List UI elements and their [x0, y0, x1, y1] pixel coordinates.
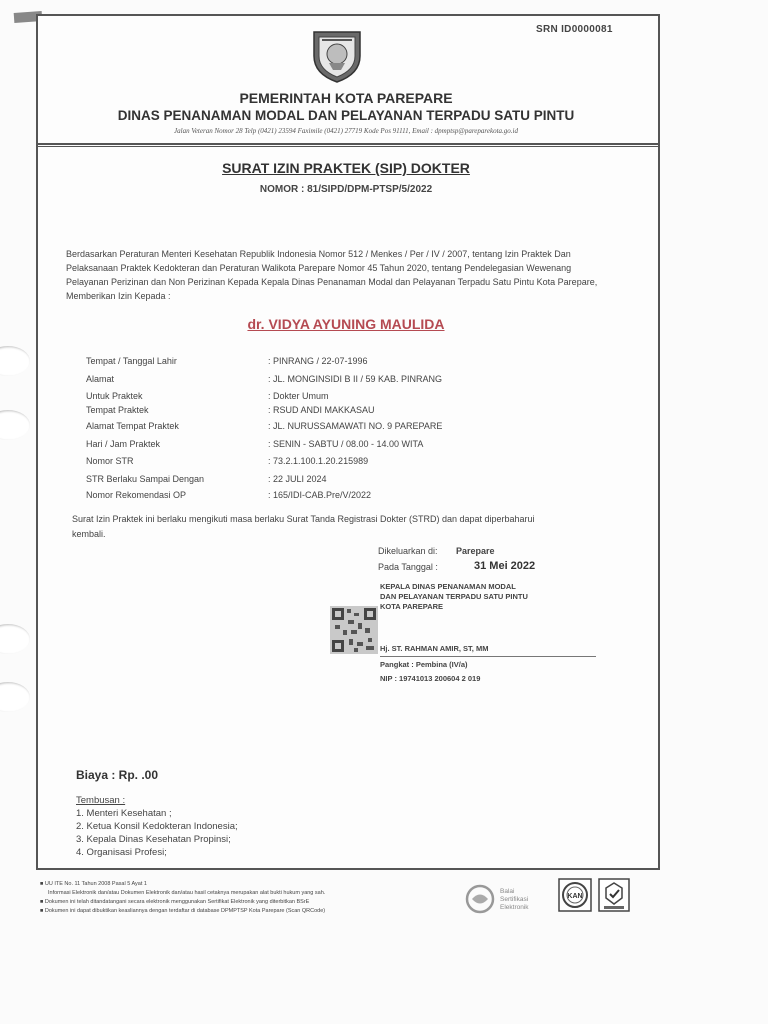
footer-note: Informasi Elektronik dan/atau Dokumen Elektronik dan/atau hasil cetaknya merupakan alat bukti hukum yang sah. [48, 890, 326, 896]
official-rank: Pangkat : Pembina (IV/a) [380, 660, 468, 669]
detail-value: : JL. MONGINSIDI B II / 59 KAB. PINRANG [268, 374, 443, 384]
document-title: SURAT IZIN PRAKTEK (SIP) DOKTER [222, 160, 470, 176]
footer-notes [40, 880, 460, 916]
agency-name: DINAS PENANAMAN MODAL DAN PELAYANAN TERPADU SATU PINTU [117, 108, 575, 123]
detail-label: Tempat Praktek [86, 405, 149, 415]
agency-address: Jalan Veteran Nomor 28 Telp (0421) 23594 Faximile (0421) 27719 Kode Pos 91111, Email : dpmptsp@pareparekota.go.id [174, 127, 518, 135]
fee: Biaya : Rp. .00 [76, 768, 159, 782]
copies-item: 4. Organisasi Profesi; [76, 847, 167, 858]
copies-list [76, 794, 238, 859]
detail-label: Hari / Jam Praktek [86, 439, 161, 449]
bsre-logo [464, 882, 554, 916]
detail-value: : RSUD ANDI MAKKASAU [268, 405, 375, 415]
detail-value: : JL. NURUSSAMAWATI NO. 9 PAREPARE [268, 421, 443, 431]
kan-accreditation-logo [558, 878, 592, 912]
detail-value: : PINRANG / 22-07-1996 [268, 356, 368, 366]
punch-hole [0, 682, 30, 712]
detail-label: Alamat Tempat Praktek [86, 421, 179, 431]
document-number: NOMOR : 81/SIPD/DPM-PTSP/5/2022 [259, 184, 433, 195]
issued-place-label: Dikeluarkan di: [378, 546, 438, 556]
copies-heading: Tembusan : [76, 795, 126, 806]
punch-hole [0, 346, 30, 376]
detail-label: STR Berlaku Sampai Dengan [86, 474, 205, 484]
copies-item: 1. Menteri Kesehatan ; [76, 808, 172, 819]
srn-number: SRN ID0000081 [536, 24, 613, 35]
punch-hole [0, 410, 30, 440]
government-name: PEMERINTAH KOTA PAREPARE [239, 90, 453, 106]
detail-label: Tempat / Tanggal Lahir [86, 356, 177, 366]
detail-label: Alamat [86, 374, 115, 384]
bsre-text: Elektronik [500, 904, 529, 911]
detail-value: : Dokter Umum [268, 391, 329, 401]
detail-value: : 73.2.1.100.1.20.215989 [268, 456, 369, 466]
bsre-text: Balai [500, 888, 515, 895]
kan-text: KAN [567, 893, 583, 900]
official-nip: NIP : 19741013 200604 2 019 [380, 674, 481, 683]
official-position-line: KOTA PAREPARE [380, 602, 444, 611]
issued-date-label: Pada Tanggal : [378, 562, 438, 572]
signature-line [380, 656, 596, 657]
bsre-text: Sertifikasi [500, 896, 529, 903]
header-rule-thin [36, 146, 658, 147]
official-position-line: KEPALA DINAS PENANAMAN MODAL [380, 582, 516, 591]
detail-value: : 165/IDI-CAB.Pre/V/2022 [268, 490, 372, 500]
city-crest-logo [308, 26, 366, 84]
issued-place: Parepare [456, 546, 495, 556]
copies-item: 3. Kepala Dinas Kesehatan Propinsi; [76, 834, 231, 845]
issued-date: 31 Mei 2022 [474, 560, 536, 572]
detail-value: : SENIN - SABTU / 08.00 - 14.00 WITA [268, 439, 424, 449]
detail-label: Nomor Rekomendasi OP [86, 490, 187, 500]
official-position [380, 582, 528, 612]
detail-label: Untuk Praktek [86, 391, 143, 401]
qr-code [330, 606, 378, 654]
detail-label: Nomor STR [86, 456, 134, 466]
punch-hole [0, 624, 30, 654]
recipient-name: dr. VIDYA AYUNING MAULIDA [247, 316, 445, 332]
copies-item: 2. Ketua Konsil Kedokteran Indonesia; [76, 821, 238, 832]
footer-note: ■ Dokumen ini dapat dibuktikan keasliannya dengan terdaftar di database DPMPTSP Kota Parepare (Scan QRCode) [40, 908, 326, 914]
footer-note: ■ Dokumen ini telah ditandatangani secara elektronik menggunakan Sertifikat Elektronik yang diterbitkan BSrE [40, 899, 310, 905]
official-position-line: DAN PELAYANAN TERPADU SATU PINTU [380, 592, 528, 601]
validity-note: Surat Izin Praktek ini berlaku mengikuti masa berlaku Surat Tanda Registrasi Dokter (STRD) dan dapat diperbaharui kembali. [72, 514, 535, 539]
official-name: Hj. ST. RAHMAN AMIR, ST, MM [380, 644, 489, 653]
intro-paragraph: Berdasarkan Peraturan Menteri Kesehatan Republik Indonesia Nomor 512 / Menkes / Per / IV / 2007, tentang Izin Praktek Dan Pelaksanaan Praktek Kedokteran dan Peraturan Walikota Parepare Nomor 45 Tahun 2020, tentang Pendelegasian Wewenang Pelayanan Perizinan dan Non Perizinan Kepada Kepala Dinas Penanaman Modal dan Pelayanan Terpadu Satu Pintu Kota Parepare, Memberikan Izin Kepada : [66, 249, 598, 301]
header-rule [36, 143, 658, 145]
detail-value: : 22 JULI 2024 [268, 474, 327, 484]
footer-note: ■ UU ITE No. 11 Tahun 2008 Pasal 5 Ayat 1 [40, 881, 147, 887]
certification-logo [598, 878, 630, 912]
